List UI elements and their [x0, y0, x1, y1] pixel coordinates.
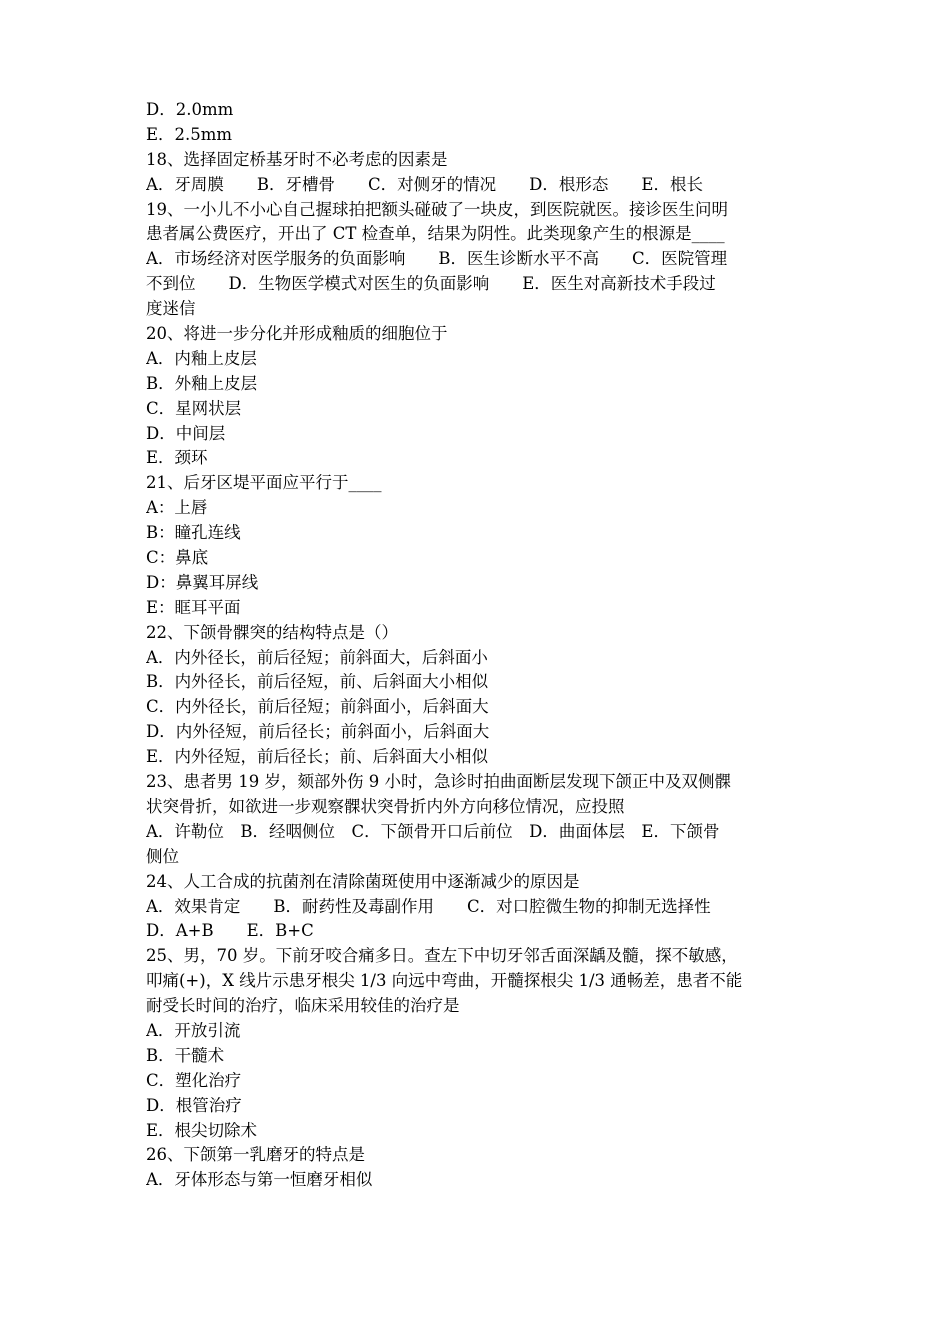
option-line: E：眶耳平面	[146, 597, 241, 617]
question-22-stem: 22、下颌骨髁突的结构特点是（）	[146, 622, 398, 642]
question-18-stem: 18、选择固定桥基牙时不必考虑的因素是	[146, 149, 448, 169]
text-line: E．2.5mm	[146, 124, 233, 144]
question-23-stem: 状突骨折，如欲进一步观察髁状突骨折内外方向移位情况，应投照	[146, 796, 625, 816]
question-21-stem: 21、后牙区堤平面应平行于____	[146, 473, 382, 493]
question-26-stem: 26、下颌第一乳磨牙的特点是	[146, 1145, 365, 1165]
question-23-options: 侧位	[146, 846, 179, 866]
question-24-stem: 24、人工合成的抗菌剂在清除菌斑使用中逐渐减少的原因是	[146, 871, 580, 891]
option-line: A．开放引流	[146, 1020, 241, 1040]
option-line: B．干髓术	[146, 1045, 225, 1065]
option-line: D：鼻翼耳屏线	[146, 572, 259, 592]
question-24-options: A．效果肯定 B．耐药性及毒副作用 C．对口腔微生物的抑制无选择性	[146, 896, 711, 916]
question-19-options: 不到位 D．生物医学模式对医生的负面影响 E．医生对高新技术手段过	[146, 274, 716, 294]
question-19-options: A．市场经济对医学服务的负面影响 B．医生诊断水平不高 C．医院管理	[146, 249, 728, 269]
option-line: C．星网状层	[146, 398, 242, 418]
option-line: D．根管治疗	[146, 1095, 242, 1115]
option-line: E．内外径短，前后径长；前、后斜面大小相似	[146, 747, 489, 767]
option-line: B．外釉上皮层	[146, 373, 258, 393]
question-19-options: 度迷信	[146, 299, 196, 319]
option-line: D．内外径短，前后径长；前斜面小，后斜面大	[146, 722, 490, 742]
question-18-options: A．牙周膜 B．牙槽骨 C．对侧牙的情况 D．根形态 E．根长	[146, 174, 703, 194]
text-line: D．2.0mm	[146, 100, 234, 119]
question-19-stem: 19、一小儿不小心自己握球拍把额头碰破了一块皮，到医院就医。接诊医生问明	[146, 199, 728, 219]
document-page	[146, 98, 810, 1193]
question-20-stem: 20、将进一步分化并形成釉质的细胞位于	[146, 324, 448, 344]
option-line: E．根尖切除术	[146, 1120, 258, 1140]
question-19-stem: 患者属公费医疗，开出了 CT 检查单，结果为阴性。此类现象产生的根源是____	[146, 224, 725, 244]
option-line: A．内外径长，前后径短；前斜面大，后斜面小	[146, 647, 488, 667]
question-25-stem: 耐受长时间的治疗，临床采用较佳的治疗是	[146, 996, 460, 1016]
option-line: E．颈环	[146, 448, 208, 468]
option-line: A．内釉上皮层	[146, 348, 257, 368]
option-line: C．塑化治疗	[146, 1070, 242, 1090]
question-23-stem: 23、患者男 19 岁，颏部外伤 9 小时，急诊时拍曲面断层发现下颌正中及双侧髁	[146, 772, 731, 792]
option-line: A：上唇	[146, 498, 208, 518]
option-line: A．牙体形态与第一恒磨牙相似	[146, 1170, 373, 1190]
option-line: C：鼻底	[146, 548, 209, 568]
option-line: B．内外径长，前后径短，前、后斜面大小相似	[146, 672, 489, 692]
option-line: C．内外径长，前后径短；前斜面小，后斜面大	[146, 697, 489, 717]
option-line: D．中间层	[146, 423, 226, 443]
question-23-options: A．许勒位 B．经咽侧位 C．下颌骨开口后前位 D．曲面体层 E．下颌骨	[146, 821, 720, 841]
option-line: B：瞳孔连线	[146, 523, 241, 543]
question-25-stem: 25、男，70 岁。下前牙咬合痛多日。查左下中切牙邻舌面深龋及髓，探不敏感，	[146, 946, 738, 966]
question-25-stem: 叩痛(+)，X 线片示患牙根尖 1/3 向远中弯曲，开髓探根尖 1/3 通畅差，患者不能	[146, 971, 743, 991]
question-24-options: D．A+B E．B+C	[146, 921, 314, 941]
